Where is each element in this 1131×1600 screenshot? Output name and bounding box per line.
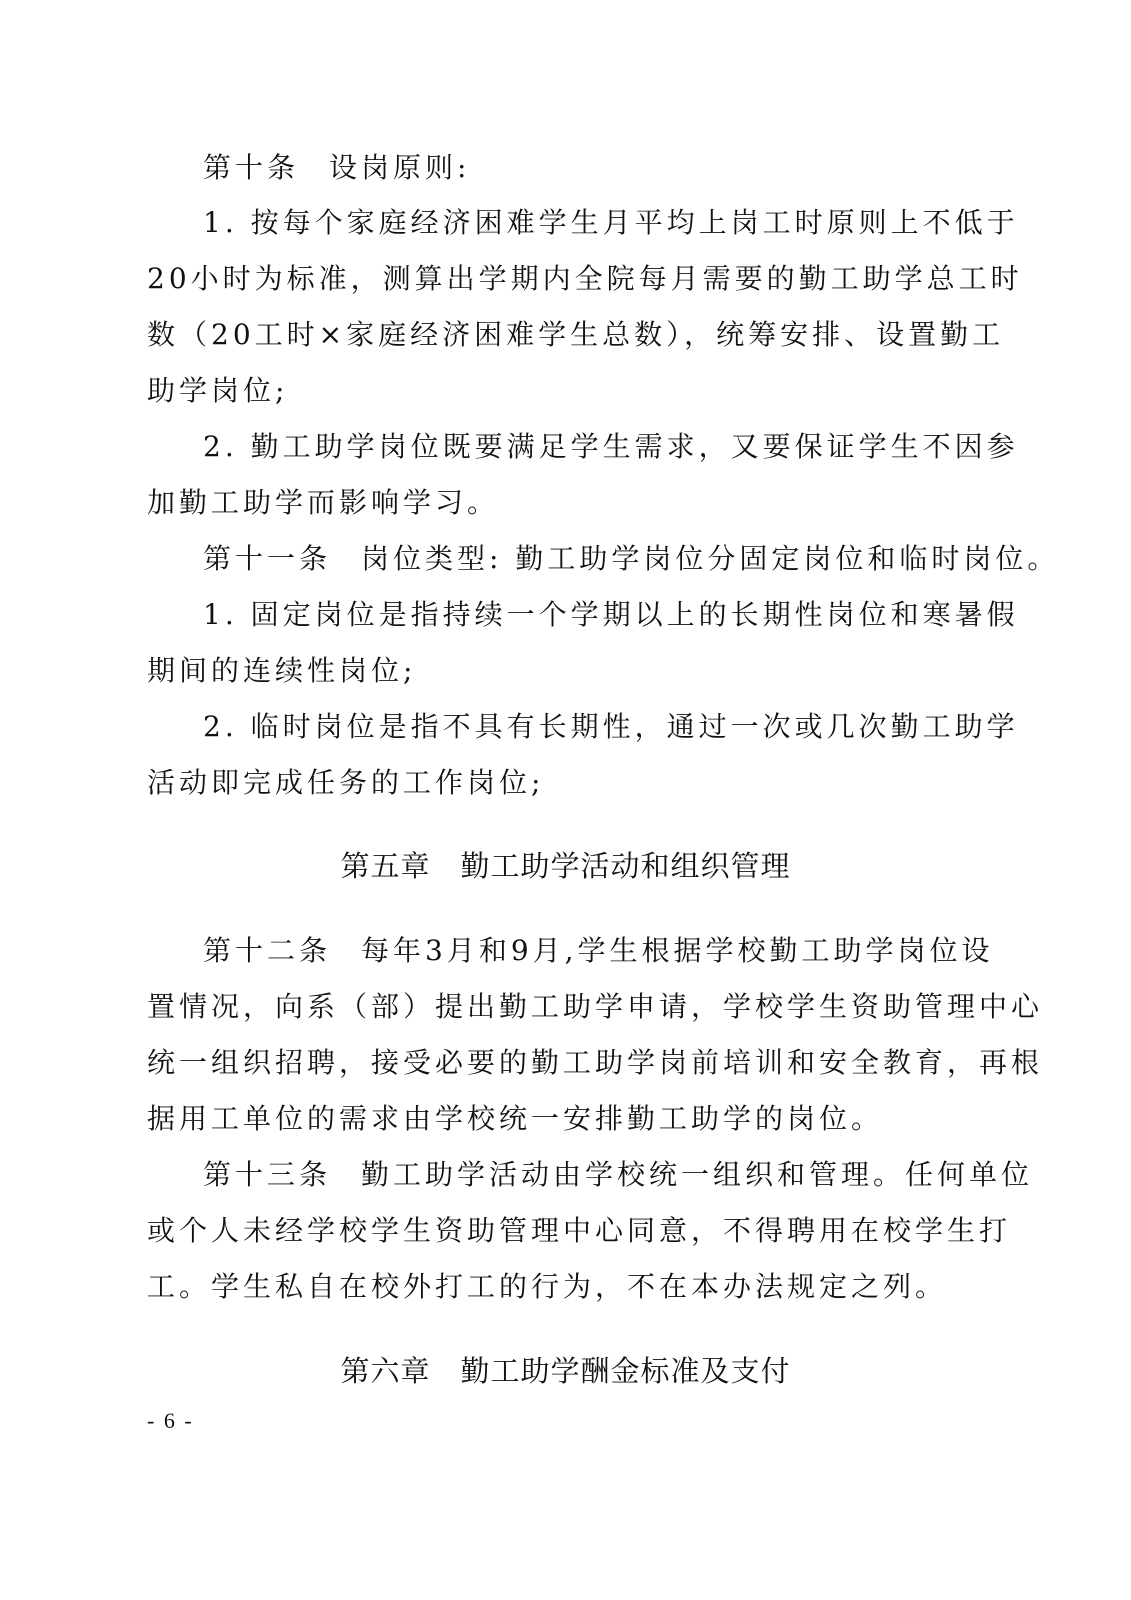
paragraph-text: 每年3月和9月,学生根据学校勤工助学岗位设 bbox=[361, 934, 994, 967]
article-10-title: 设岗原则: bbox=[329, 151, 471, 184]
paragraph-line: 加勤工助学而影响学习。 bbox=[147, 486, 500, 519]
chapter-6-heading bbox=[0, 1351, 1131, 1391]
page-number: - 6 - bbox=[147, 1408, 194, 1433]
paragraph-line: 活动即完成任务的工作岗位; bbox=[147, 766, 545, 799]
chapter-6-title: 勤工助学酬金标准及支付 bbox=[460, 1354, 791, 1388]
chapter-5-title: 勤工助学活动和组织管理 bbox=[460, 849, 791, 883]
article-13-first-line bbox=[203, 1155, 1033, 1195]
paragraph-line: 统一组织招聘，接受必要的勤工助学岗前培训和安全教育，再根 bbox=[147, 1046, 1044, 1079]
article-12-first-line bbox=[203, 931, 994, 971]
chapter-6-number: 第六章 bbox=[340, 1354, 431, 1388]
paragraph-line: 或个人未经学校学生资助管理中心同意，不得聘用在校学生打 bbox=[147, 1214, 1012, 1247]
article-11-heading bbox=[203, 539, 1059, 579]
article-10-label: 第十条 bbox=[203, 151, 300, 184]
paragraph-line: 1. 固定岗位是指持续一个学期以上的长期性岗位和寒暑假 bbox=[203, 598, 1019, 631]
article-12-label: 第十二条 bbox=[203, 934, 332, 967]
paragraph-line: 置情况，向系（部）提出勤工助学申请，学校学生资助管理中心 bbox=[147, 990, 1044, 1023]
paragraph-line: 2. 临时岗位是指不具有长期性，通过一次或几次勤工助学 bbox=[203, 710, 1019, 743]
article-13-label: 第十三条 bbox=[203, 1158, 332, 1191]
paragraph-line: 数（20工时×家庭经济困难学生总数），统筹安排、设置勤工 bbox=[147, 318, 1005, 351]
paragraph-line: 工。学生私自在校外打工的行为，不在本办法规定之列。 bbox=[147, 1270, 948, 1303]
article-11-title: 岗位类型: 勤工助学岗位分固定岗位和临时岗位。 bbox=[361, 542, 1060, 575]
article-10-heading bbox=[203, 148, 470, 188]
paragraph-line: 1. 按每个家庭经济困难学生月平均上岗工时原则上不低于 bbox=[203, 206, 1019, 239]
paragraph-line: 助学岗位; bbox=[147, 374, 289, 407]
paragraph-line: 期间的连续性岗位; bbox=[147, 654, 417, 687]
paragraph-text: 勤工助学活动由学校统一组织和管理。任何单位 bbox=[361, 1158, 1034, 1191]
paragraph-line: 2. 勤工助学岗位既要满足学生需求，又要保证学生不因参 bbox=[203, 430, 1019, 463]
chapter-5-heading bbox=[0, 846, 1131, 886]
paragraph-line: 20小时为标准，测算出学期内全院每月需要的勤工助学总工时 bbox=[147, 262, 1023, 295]
chapter-5-number: 第五章 bbox=[340, 849, 431, 883]
paragraph-line: 据用工单位的需求由学校统一安排勤工助学的岗位。 bbox=[147, 1102, 884, 1135]
article-11-label: 第十一条 bbox=[203, 542, 332, 575]
